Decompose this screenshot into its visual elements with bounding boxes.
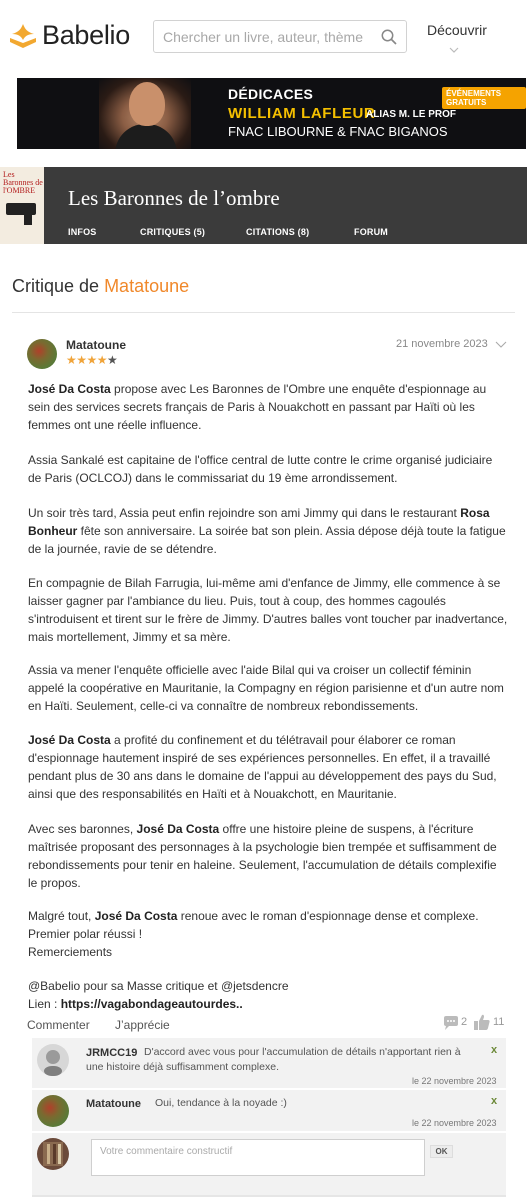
babelio-logo[interactable] [8, 20, 130, 51]
page-title-user[interactable]: Matatoune [104, 276, 190, 296]
banner-location: FNAC LIBOURNE & FNAC BIGANOS [228, 124, 448, 139]
comment-input[interactable] [91, 1139, 425, 1176]
review-paragraph: Assia va mener l'enquête officielle avec l'aide Bilal qui va croiser un collectif féminin appelé la coopérative en Mauritanie, la Compagny en région parisienne et d'un autre nom en Haïti. Seulement, celle-ci va connaître de nombreux rebondissements. [28, 663, 504, 713]
like-button[interactable]: J’apprécie [115, 1018, 170, 1032]
ad-banner[interactable] [17, 78, 526, 149]
review-paragraph: José Da Costa propose avec Les Baronnes de l'Ombre une enquête d'espionnage au sein des services secrets français de Paris à Nouakchott en passant par Haïti où les femmes ont une réelle influence. [28, 382, 487, 432]
comment-bubble-icon[interactable] [442, 1015, 460, 1036]
logo-text: Babelio [42, 20, 130, 50]
rating-stars [66, 353, 117, 367]
avatar[interactable] [27, 339, 57, 369]
tab-critiques[interactable]: CRITIQUES (5) [140, 227, 206, 237]
thumbs-up-icon[interactable] [473, 1014, 491, 1036]
search-input[interactable] [154, 29, 374, 45]
cover-text: Les Baronnes de l'OMBRE [3, 170, 43, 195]
banner-badge: ÉVÉNEMENTS GRATUITS [442, 87, 526, 109]
review-paragraph: Un soir très tard, Assia peut enfin rejoindre son ami Jimmy qui dans le restaurant Rosa Bonheur fête son anniversaire. La soirée bat son plein. Assia dépose déjà toute la fatigue de la journée, ravie de se détendre. [28, 506, 506, 556]
bold-text: https://vagabondageautourdes.. [60, 997, 243, 1011]
book-cover[interactable] [0, 167, 44, 244]
tab-forum[interactable]: FORUM [354, 227, 388, 237]
page-title-prefix: Critique de [12, 276, 105, 296]
discover-menu[interactable]: Découvrir [427, 22, 487, 38]
search-box[interactable] [153, 20, 407, 53]
star-empty-icon: ★ [107, 353, 118, 367]
divider [12, 312, 515, 313]
gun-grip [24, 211, 32, 225]
chevron-down-icon[interactable] [449, 42, 459, 52]
bold-text: José Da Costa [28, 382, 111, 396]
author-photo-head [129, 82, 165, 126]
close-icon[interactable]: x [491, 1095, 498, 1107]
book-title[interactable]: Les Baronnes de l’ombre [68, 186, 280, 210]
bold-text: José Da Costa [28, 733, 111, 747]
book-logo-icon [8, 21, 38, 51]
review-author[interactable]: Matatoune [66, 338, 126, 352]
comment-text: D'accord avec vous pour l'accumulation de détails n'apportant rien à une histoire déjà suffisamment complexe. [86, 1046, 461, 1073]
bold-text: José Da Costa [136, 822, 220, 836]
comment-date: le 22 novembre 2023 [412, 1118, 497, 1128]
review-paragraph: José Da Costa a profité du confinement et du télétravail pour élaborer ce roman d'espionnage hautement inspiré de ses expériences personnelles. En effet, il a travaillé pendant plus de 30 ans dans le domaine de l'appui au développement des pays du Sud, ainsi que des responsabilités en Haïti et à Nouakchott, en Mauritanie. [28, 733, 497, 801]
review-paragraph: Avec ses baronnes, José Da Costa offre une histoire pleine de suspens, à l'écriture maîtrisée proposant des personnages à la psychologie bien trempée et suffisamment de rebondissements pour tenir en haleine. Seulement, l'accumulation de détails complexifie le propos. [28, 822, 497, 890]
ok-button[interactable]: OK [430, 1145, 453, 1158]
avatar[interactable] [37, 1095, 69, 1127]
banner-author: WILLIAM LAFLEUR [228, 105, 376, 122]
review-paragraph: @Babelio pour sa Masse critique et @jetsdencre Lien : https://vagabondageautourdes.. [28, 979, 289, 1011]
comment-text: Oui, tendance à la noyade :) [155, 1097, 287, 1109]
comment-item [32, 1038, 506, 1088]
review-paragraph: Assia Sankalé est capitaine de l'office central de lutte contre le crime organisé judiciaire de Paris (OCLCOJ) dans le commissariat du 19 ème arrondissement. [28, 453, 493, 485]
bold-text: Rosa Bonheur [28, 506, 490, 538]
chevron-down-icon[interactable] [495, 337, 507, 347]
review-paragraph: En compagnie de Bilah Farrugia, lui-même ami d'enfance de Jimmy, elle commence à se laisser gagner par l'ambiance du lieu. Puis, tout à coup, des hommes cagoulés s'introduisent et tirent sur le frère de Jimmy. D'autres balles vont toucher par inadvertance, mais mortellement, Jimmy et sa mère. [28, 576, 508, 644]
star-icon: ★★★★ [66, 353, 108, 367]
tab-infos[interactable]: INFOS [68, 227, 97, 237]
bold-text: José Da Costa [94, 909, 178, 923]
comment-date: le 22 novembre 2023 [412, 1076, 497, 1086]
review-date: 21 novembre 2023 [396, 338, 488, 350]
comment-author[interactable]: JRMCC19 [86, 1047, 138, 1059]
search-icon[interactable] [380, 28, 398, 46]
site-header [0, 0, 527, 72]
review-paragraph: Malgré tout, José Da Costa renoue avec le roman d'espionnage dense et complexe. Premier polar réussi ! Remerciements [28, 909, 479, 959]
like-count: 11 [493, 1016, 505, 1028]
comment-count: 2 [461, 1016, 468, 1028]
comment-item [32, 1090, 506, 1131]
banner-line1: DÉDICACES [228, 86, 314, 102]
banner-alias: ALIAS M. LE PROF [366, 109, 456, 120]
avatar[interactable] [37, 1138, 69, 1170]
page-title [12, 276, 189, 297]
comment-author[interactable]: Matatoune [86, 1098, 141, 1110]
close-icon[interactable]: x [491, 1044, 498, 1056]
divider [32, 1195, 506, 1197]
avatar[interactable] [37, 1044, 69, 1076]
comment-button[interactable]: Commenter [27, 1018, 90, 1032]
tab-citations[interactable]: CITATIONS (8) [246, 227, 310, 237]
